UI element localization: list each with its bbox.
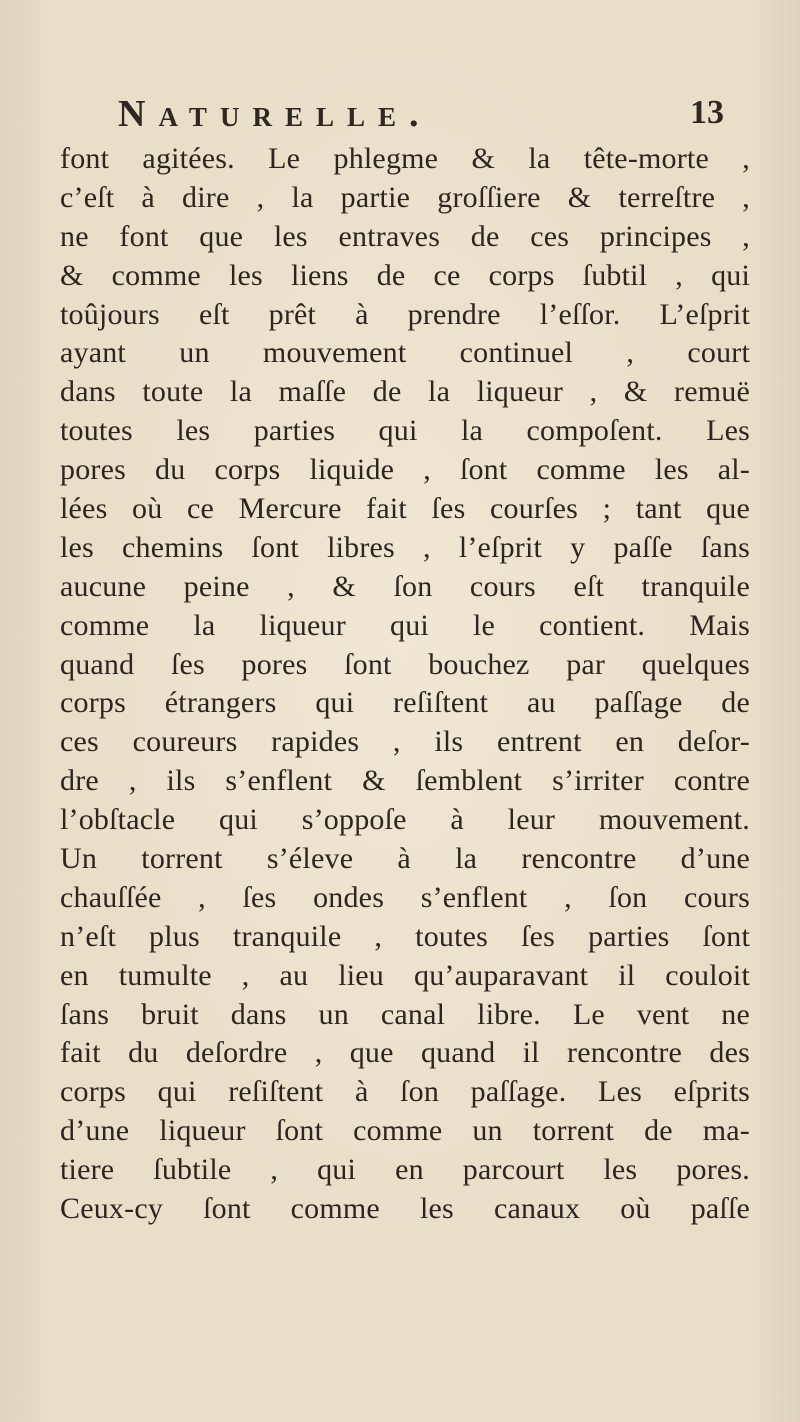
text-line: c’eſt à dire , la partie groſſiere & terreſtre ,: [60, 180, 750, 214]
body-text: [60, 140, 750, 1229]
text-line: tiere ſubtile , qui en parcourt les pores.: [60, 1153, 750, 1187]
text-line: font agitées. Le phlegme & la tête-morte ,: [60, 142, 750, 175]
text-line: & comme les liens de ce corps ſubtil , qui: [60, 258, 750, 292]
text-line: l’obſtacle qui s’oppoſe à leur mouvement.: [60, 803, 750, 837]
text-line: Un torrent s’éleve à la rencontre d’une: [60, 842, 750, 876]
text-line: n’eſt plus tranquile , toutes ſes parties ſont: [60, 919, 750, 953]
text-line: Ceux-cy ſont comme les canaux où paſſe: [60, 1192, 750, 1226]
text-line: dans toute la maſſe de la liqueur , & remuë: [60, 375, 750, 409]
text-line: toutes les parties qui la compoſent. Les: [60, 414, 750, 448]
text-line: fait du deſordre , que quand il rencontre des: [60, 1036, 750, 1070]
text-line: corps étrangers qui reſiſtent au paſſage de: [60, 686, 750, 720]
text-line: dre , ils s’enflent & ſemblent s’irriter contre: [60, 764, 750, 798]
text-line: lées où ce Mercure fait ſes courſes ; tant que: [60, 492, 750, 526]
text-line: ſans bruit dans un canal libre. Le vent ne: [60, 997, 750, 1031]
text-line: toûjours eſt prêt à prendre l’eſſor. L’eſprit: [60, 297, 750, 331]
text-line: d’une liqueur ſont comme un torrent de ma-: [60, 1114, 750, 1148]
text-line: en tumulte , au lieu qu’auparavant il couloit: [60, 958, 750, 992]
text-line: pores du corps liquide , ſont comme les al-: [60, 453, 750, 487]
text-line: comme la liqueur qui le contient. Mais: [60, 608, 750, 642]
text-line: ces coureurs rapides , ils entrent en deſor-: [60, 725, 750, 759]
running-head: Naturelle.: [118, 93, 432, 135]
text-line: aucune peine , & ſon cours eſt tranquile: [60, 569, 750, 603]
page-header: [60, 92, 750, 140]
text-line: ayant un mouvement continuel , court: [60, 336, 750, 370]
text-line: quand ſes pores ſont bouchez par quelques: [60, 647, 750, 681]
page-number: 13: [690, 94, 724, 131]
text-line: chauſſée , ſes ondes s’enflent , ſon cours: [60, 880, 750, 914]
text-line: les chemins ſont libres , l’eſprit y paſſe ſans: [60, 530, 750, 564]
text-line: corps qui reſiſtent à ſon paſſage. Les eſprits: [60, 1075, 750, 1109]
text-line: ne font que les entraves de ces principes ,: [60, 219, 750, 253]
